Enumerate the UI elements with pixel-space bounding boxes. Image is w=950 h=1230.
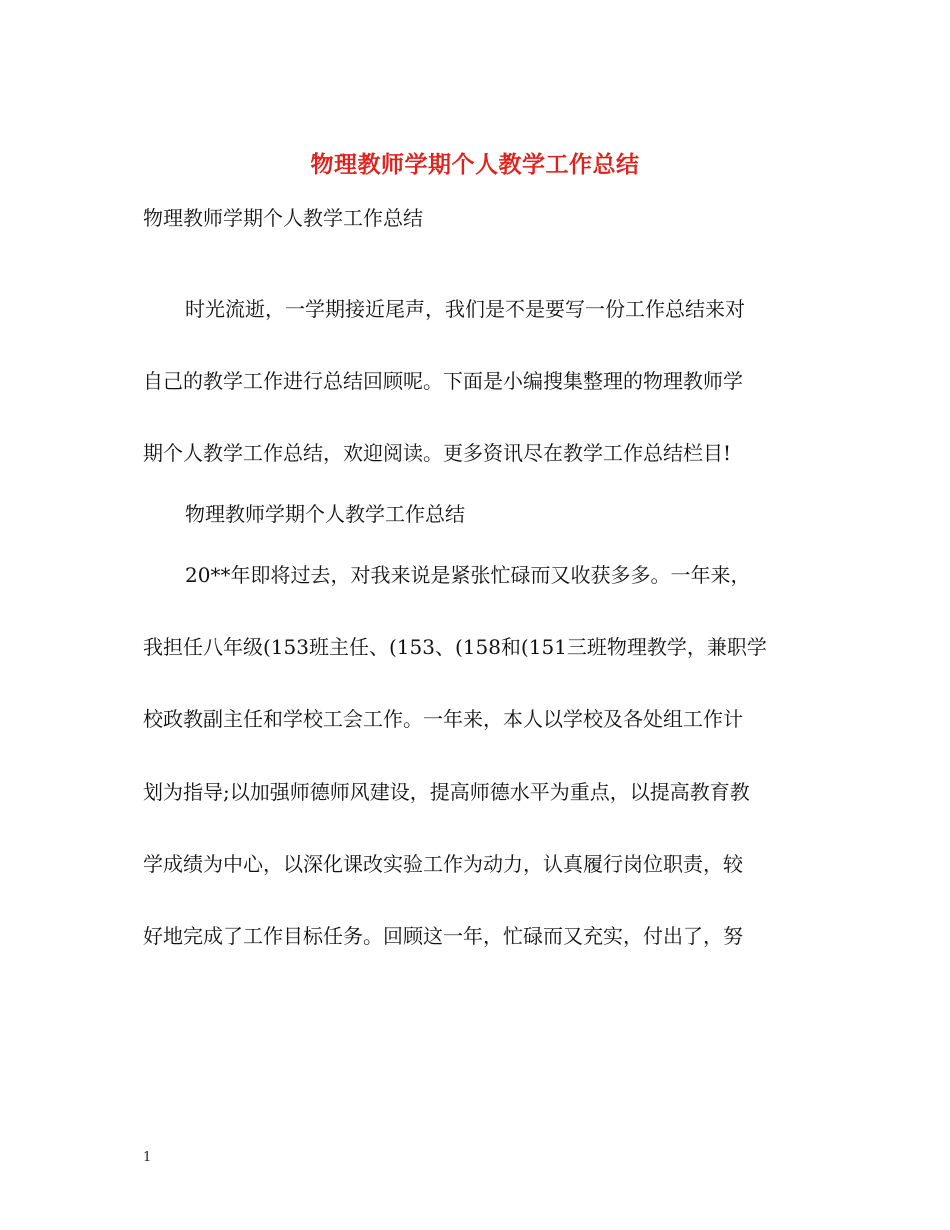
page-number: 1 [143, 1150, 152, 1165]
section-heading-line: 物理教师学期个人教学工作总结 [185, 502, 465, 526]
paragraph-line: 时光流逝，一学期接近尾声，我们是不是要写一份工作总结来对 [185, 297, 745, 321]
paragraph-line: 好地完成了工作目标任务。回顾这一年，忙碌而又充实，付出了，努 [143, 924, 743, 948]
paragraph-line: 自己的教学工作进行总结回顾呢。下面是小编搜集整理的物理教师学 [143, 369, 743, 393]
paragraph-line: 学成绩为中心，以深化课改实验工作为动力，认真履行岗位职责，较 [143, 852, 743, 876]
paragraph-line: 20**年即将过去，对我来说是紧张忙碌而又收获多多。一年来， [185, 563, 751, 587]
document-title: 物理教师学期个人教学工作总结 [310, 151, 640, 178]
paragraph-line: 期个人教学工作总结，欢迎阅读。更多资讯尽在教学工作总结栏目! [143, 441, 732, 465]
paragraph-line: 划为指导;以加强师德师风建设，提高师德水平为重点，以提高教育教 [143, 780, 750, 804]
paragraph-line: 我担任八年级(153班主任、(153、(158和(151三班物理教学，兼职学 [143, 635, 767, 659]
subtitle-line: 物理教师学期个人教学工作总结 [143, 206, 423, 230]
paragraph-line: 校政教副主任和学校工会工作。一年来，本人以学校及各处组工作计 [143, 707, 743, 731]
